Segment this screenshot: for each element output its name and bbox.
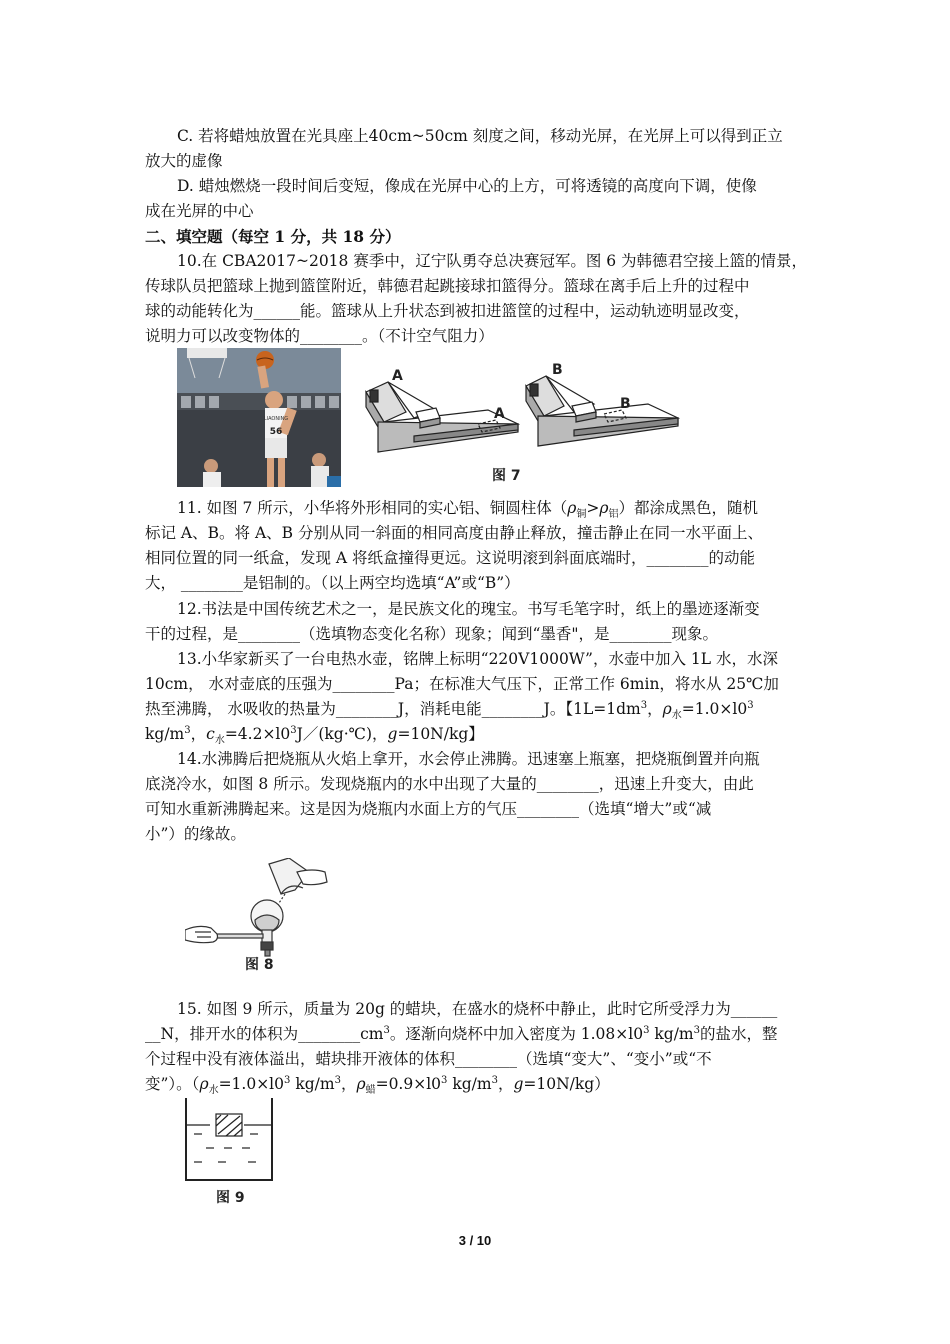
q13-sup-d: 3 xyxy=(290,724,297,736)
q15-sup-d: 3 xyxy=(284,1074,291,1086)
q13-sup-a: 3 xyxy=(640,699,648,711)
q13-line3-text-a: 热至沸腾， 水吸收的热量为________J，消耗电能________J。【1L=1dm xyxy=(145,700,641,718)
q13-sup-b: 3 xyxy=(747,699,754,711)
q13-line3 xyxy=(145,697,810,722)
q15-line4-text-e: =0.9×l0 xyxy=(375,1075,442,1093)
q15-g-symbol: g xyxy=(513,1075,524,1093)
q15-sup-c: 3 xyxy=(693,1024,700,1036)
fig8-caption: 图 8 xyxy=(245,957,274,973)
figure-6-photo xyxy=(177,348,341,487)
q15-line4-text-b: =1.0×l0 xyxy=(218,1075,285,1093)
q15-line4 xyxy=(145,1072,810,1097)
fig7-label-b2: B xyxy=(620,396,631,412)
section-title: 二、填空题（每空 1 分，共 18 分） xyxy=(145,227,401,246)
fig7-label-a2: A xyxy=(494,406,505,422)
q15-sup-a: 3 xyxy=(383,1024,390,1036)
q15-line3: 个过程中没有液体溢出，蜡块排开液体的体积________（选填“变大”、“变小”或“不 xyxy=(145,1050,712,1068)
q14-line3: 可知水重新沸腾起来。这是因为烧瓶内水面上方的气压________（选填“增大”或“减 xyxy=(145,800,712,818)
fig7-label-a1: A xyxy=(392,368,403,384)
q15-line4-text-g: ， xyxy=(497,1075,514,1093)
q13-c-symbol: c xyxy=(206,725,215,743)
q12-line2: 干的过程，是________（选填物态变化名称）现象；闻到“墨香"，是________现象。 xyxy=(145,625,719,643)
q15-line2-text-a: __N，排开水的体积为________cm xyxy=(145,1025,384,1043)
q11-line1-text-a: 11. 如图 7 所示，小华将外形相同的实心铝、铜圆柱体（ xyxy=(177,499,568,517)
option-d-line2: 成在光屏的中心 xyxy=(145,202,254,220)
q15-sup-b: 3 xyxy=(643,1024,650,1036)
figure-7-diagram xyxy=(358,362,688,486)
q15-line2-text-d: 的盐水，整 xyxy=(700,1025,778,1043)
q15-sub-water: 水 xyxy=(208,1085,219,1097)
q13-line4-text-c: =4.2×l0 xyxy=(224,725,291,743)
q13-line4 xyxy=(145,722,810,747)
q13-line3-text-c: =1.0×l0 xyxy=(681,700,748,718)
q11-rho1: ρ xyxy=(567,499,577,517)
q15-line1: 15. 如图 9 所示，质量为 20g 的蜡块，在盛水的烧杯中静止，此时它所受浮力为______ xyxy=(177,1000,778,1018)
q15-line2-text-c: kg/m xyxy=(649,1025,694,1043)
fig9-caption: 图 9 xyxy=(216,1190,245,1206)
q15-sub-wax: 蜡 xyxy=(365,1085,376,1097)
q13-line3-text-b: ， xyxy=(647,700,663,718)
q15-line4-text-a: 变”）。（ xyxy=(145,1075,200,1093)
q12-line1: 12.书法是中国传统艺术之一，是民族文化的瑰宝。书写毛笔字时，纸上的墨迹逐渐变 xyxy=(177,600,760,618)
q13-line4-text-a: kg/m xyxy=(145,725,185,743)
q14-line4: 小”）的缘故。 xyxy=(145,825,246,843)
q15-sup-g: 3 xyxy=(491,1074,498,1086)
q15-line2-text-b: 。逐渐向烧杯中加入密度为 1.08×l0 xyxy=(389,1025,644,1043)
q13-rho: ρ xyxy=(662,700,672,718)
option-c-line1: C. 若将蜡烛放置在光具座上40cm~50cm 刻度之间，移动光屏，在光屏上可以得到正立 xyxy=(177,127,783,145)
q11-sub-al: 铝 xyxy=(608,509,619,521)
q14-line1: 14.水沸腾后把烧瓶从火焰上拿开，水会停止沸腾。迅速塞上瓶塞，把烧瓶倒置并向瓶 xyxy=(177,750,760,768)
q15-line4-text-f: kg/m xyxy=(447,1075,492,1093)
figure-9-diagram xyxy=(178,1096,278,1208)
q11-line3: 相同位置的同一纸盒，发现 A 将纸盒撞得更远。这说明滚到斜面底端时，________的动能 xyxy=(145,549,756,567)
q15-line4-text-c: kg/m xyxy=(290,1075,335,1093)
q10-line3: 球的动能转化为______能。篮球从上升状态到被扣进篮筐的过程中，运动轨迹明显改变， xyxy=(145,302,750,320)
fig7-label-b1: B xyxy=(552,362,563,378)
q15-line4-text-h: =10N/kg） xyxy=(523,1075,610,1093)
figure-8-diagram xyxy=(185,858,330,976)
page-number: 3 / 10 xyxy=(458,1233,492,1248)
q11-sub-cu: 铜 xyxy=(576,509,587,521)
q13-line1: 13.小华家新买了一台电热水壶，铭牌上标明“220V1000W”，水壶中加入 1L 水，水深 xyxy=(177,650,778,668)
q11-line2: 标记 A、B。将 A、B 分别从同一斜面的相同高度由静止释放，撞击静止在同一水平面上、 xyxy=(145,524,763,542)
q13-g-symbol: g xyxy=(387,725,398,743)
q15-line4-text-d: ， xyxy=(340,1075,357,1093)
jersey-text: LIAONING xyxy=(263,416,289,422)
q13-line4-text-d: J／(kg·℃)， xyxy=(296,725,388,743)
q13-sub-water-b: 水 xyxy=(214,735,225,747)
q13-sup-c: 3 xyxy=(184,724,191,736)
q10-line2: 传球队员把篮球上抛到篮筐附近，韩德君起跳接球扣篮得分。篮球在离手后上升的过程中 xyxy=(145,277,750,295)
q15-rho-b: ρ xyxy=(356,1075,366,1093)
option-d-line1: D. 蜡烛燃烧一段时间后变短，像成在光屏中心的上方，可将透镜的高度向下调，使像 xyxy=(177,177,757,195)
q15-line2 xyxy=(145,1022,810,1047)
q13-line4-text-b: ， xyxy=(190,725,207,743)
q15-sup-f: 3 xyxy=(441,1074,448,1086)
q10-line4: 说明力可以改变物体的________。（不计空气阻力） xyxy=(145,327,494,345)
q13-line2: 10cm， 水对壶底的压强为________Pa；在标准大气压下，正常工作 6min，将水从 25℃加 xyxy=(145,675,779,693)
q11-line4: 大， ________是铝制的。（以上两空均选填“A”或“B”） xyxy=(145,574,520,592)
q14-line2: 底浇冷水，如图 8 所示。发现烧瓶内的水中出现了大量的________，迅速上升变大，由此 xyxy=(145,775,754,793)
q15-sup-e: 3 xyxy=(334,1074,341,1086)
q11-gt: > xyxy=(586,499,600,517)
fig7-caption: 图 7 xyxy=(492,468,521,484)
q13-sub-water-a: 水 xyxy=(671,710,682,722)
q10-line1: 10.在 CBA2017~2018 赛季中，辽宁队勇夺总决赛冠军。图 6 为韩德君空接上篮的情景， xyxy=(177,252,808,270)
jersey-number: 56 xyxy=(269,427,283,437)
option-c-line2: 放大的虚像 xyxy=(145,152,223,170)
q13-line4-text-e: =10N/kg】 xyxy=(397,725,484,743)
q11-line1 xyxy=(145,496,810,521)
q11-line1-text-b: ）都涂成黑色，随机 xyxy=(618,499,759,517)
q11-rho2: ρ xyxy=(599,499,609,517)
q15-rho-a: ρ xyxy=(199,1075,209,1093)
